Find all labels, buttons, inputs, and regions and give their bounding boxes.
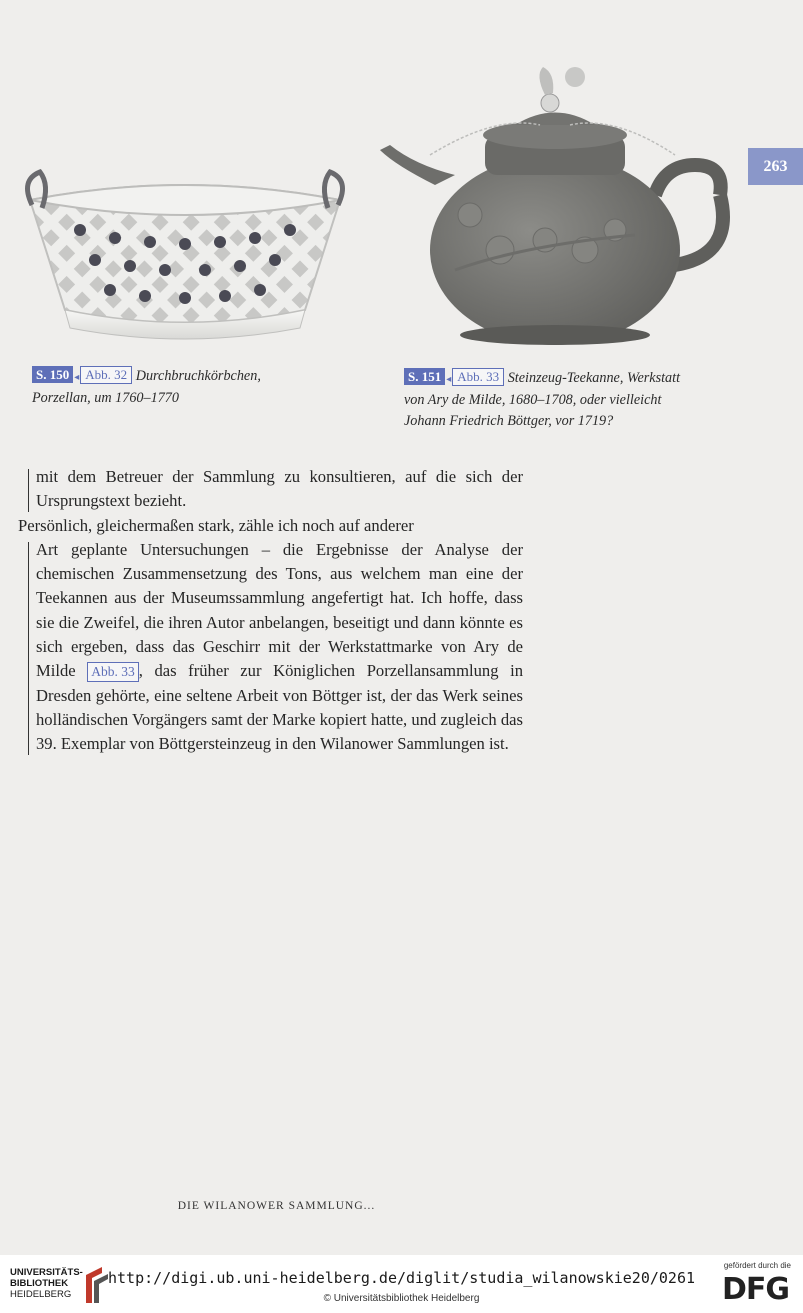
text-span: , das früher zur Königlichen Porzellansammlung in Dresden gehörte, eine seltene Arbeit von Böttger ist, der das Werk seines holländischen Vorgängers samt der Marke kopiert hatte, und zugleich das 39. Exemplar von Böttgersteinzeug in den Wilanower Sammlungen ist. — [36, 661, 523, 754]
page-ref-tag[interactable]: S. 151 — [404, 368, 445, 385]
figure-caption-1 — [32, 366, 352, 409]
paragraph-text — [36, 538, 523, 757]
paragraph-text: mit dem Betreuer der Sammlung zu konsultieren, auf die sich der Ursprungstext bezieht. — [36, 467, 523, 511]
caption-text: Porzellan, um 1760–1770 — [32, 390, 179, 406]
funding-note: gefördert durch die — [723, 1261, 791, 1270]
logo-line: UNIVERSITÄTS- — [10, 1267, 83, 1278]
margin-bar — [28, 542, 29, 755]
caption-text: Johann Friedrich Böttger, vor 1719? — [404, 413, 614, 429]
copyright-text: © Universitätsbibliothek Heidelberg — [323, 1293, 480, 1304]
figure-caption-2 — [404, 368, 764, 432]
teapot-image — [375, 55, 745, 355]
figure-ref-tag[interactable]: Abb. 33 — [452, 368, 504, 386]
inline-figure-ref[interactable]: Abb. 33 — [87, 662, 139, 682]
logo-line: HEIDELBERG — [10, 1289, 72, 1300]
logo-line: BIBLIOTHEK — [10, 1278, 69, 1289]
arrow-left-icon: ◂ — [446, 374, 452, 385]
dfg-logo: DFG — [721, 1272, 789, 1307]
caption-text: Steinzeug-Teekanne, Werkstatt — [507, 370, 681, 386]
main-text — [18, 465, 523, 757]
library-footer-bar — [0, 1255, 803, 1313]
basket-image — [20, 160, 350, 350]
caption-text: Durchbruchkörbchen, — [135, 368, 261, 384]
page-number: 263 — [748, 148, 803, 185]
paragraph-first-line: Persönlich, gleichermaßen stark, zähle ich noch auf anderer — [18, 515, 414, 535]
arrow-left-icon: ◂ — [74, 372, 80, 383]
figure-ref-tag[interactable]: Abb. 32 — [80, 366, 132, 384]
running-footer: DIE WILANOWER SAMMLUNG... — [177, 1200, 376, 1212]
paragraph — [18, 538, 523, 757]
caption-text: von Ary de Milde, 1680–1708, oder vielleicht — [404, 392, 662, 408]
margin-bar — [28, 469, 29, 512]
page-ref-tag[interactable]: S. 150 — [32, 366, 73, 383]
text-span: Art geplante Untersuchungen – die Ergebnisse der Analyse der chemischen Zusammensetzung des Tons, aus welchem man eine der Teekannen aus der Museumssammlung angefertigt hat. Ich hoffe, dass sie die Zweifel, die ihren Autor anbelangen, beseitigt und dann könnte es sich ergeben, dass das Geschirr mit der Werkstattmarke von Ary de Milde — [36, 539, 523, 681]
page-url-link[interactable]: http://digi.ub.uni-heidelberg.de/diglit/studia_wilanowskie20/0261 — [108, 1269, 695, 1287]
paragraph — [18, 465, 523, 514]
